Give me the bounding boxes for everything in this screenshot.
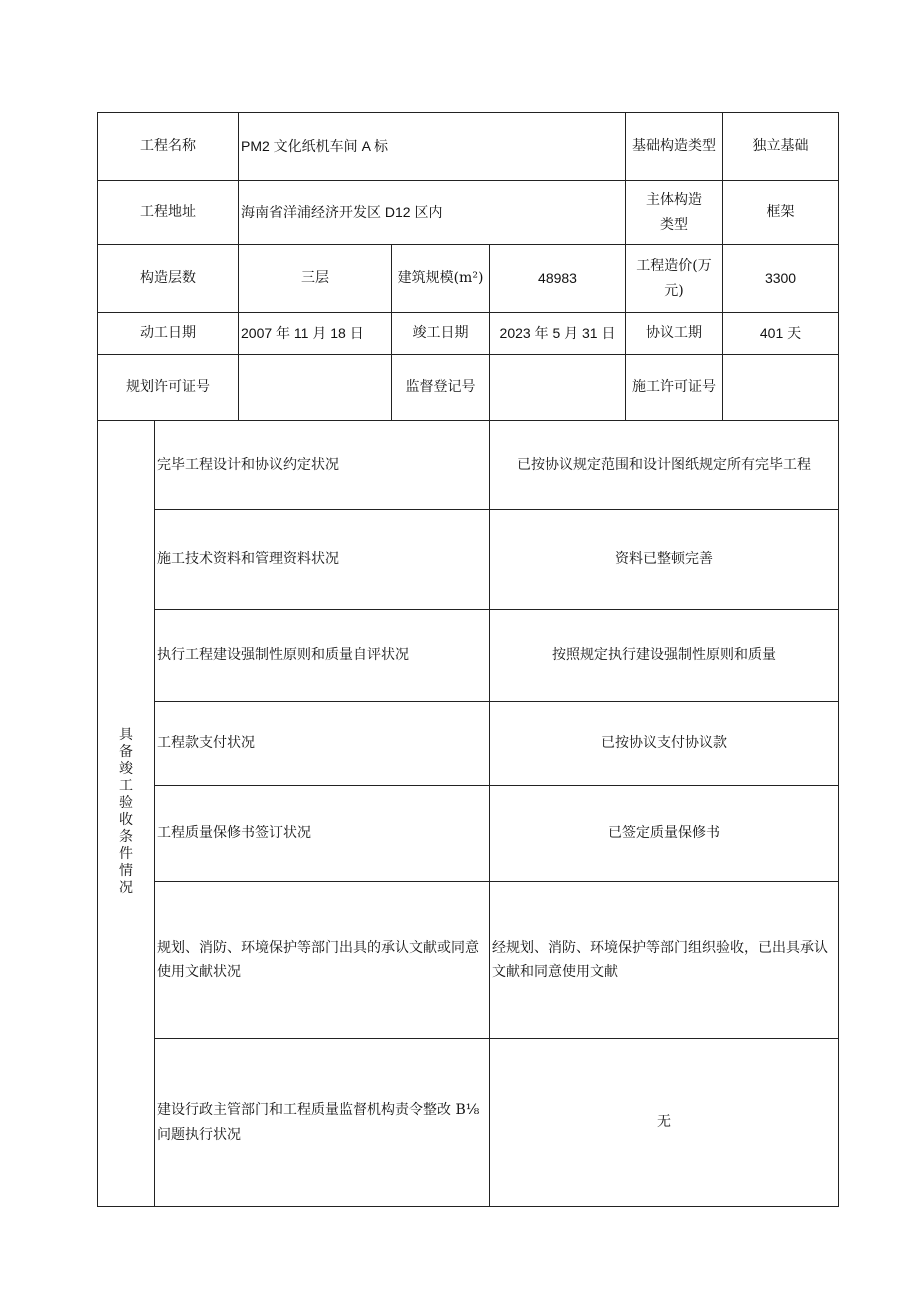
- start-date-value: 2007 年 11 月 18 日: [239, 313, 392, 355]
- acceptance-condition: 施工技术资料和管理资料状况: [155, 510, 490, 610]
- start-date-label: 动工日期: [98, 313, 239, 355]
- cost-label: 工程造价(万元): [626, 245, 723, 313]
- project-name-value: PM2 文化纸机车间 A 标: [239, 113, 626, 181]
- acceptance-row: [98, 510, 839, 610]
- floors-label: 构造层数: [98, 245, 239, 313]
- planning-permit-label: 规划许可证号: [98, 355, 239, 421]
- acceptance-result: 无: [490, 1039, 839, 1207]
- contract-period-value: 401 天: [723, 313, 839, 355]
- acceptance-row: [98, 882, 839, 1039]
- address-label: 工程地址: [98, 181, 239, 245]
- cost-value: 3300: [723, 245, 839, 313]
- main-structure-label: 主体构造类型: [626, 181, 723, 245]
- acceptance-condition: 工程质量保修书签订状况: [155, 786, 490, 882]
- acceptance-result: 资料已整顿完善: [490, 510, 839, 610]
- supervision-reg-value: [490, 355, 626, 421]
- contract-period-label: 协议工期: [626, 313, 723, 355]
- construction-permit-value: [723, 355, 839, 421]
- project-name-label: 工程名称: [98, 113, 239, 181]
- row-address: [98, 181, 839, 245]
- foundation-type-label: 基础构造类型: [626, 113, 723, 181]
- acceptance-result: 已按协议支付协议款: [490, 702, 839, 786]
- acceptance-condition: 执行工程建设强制性原则和质量自评状况: [155, 610, 490, 702]
- completion-acceptance-form: [97, 112, 839, 1207]
- acceptance-condition: 规划、消防、环境保护等部门出具的承认文献或同意使用文献状况: [155, 882, 490, 1039]
- construction-permit-label: 施工许可证号: [626, 355, 723, 421]
- row-floors: [98, 245, 839, 313]
- acceptance-row: [98, 610, 839, 702]
- acceptance-condition: 工程款支付状况: [155, 702, 490, 786]
- row-dates: [98, 313, 839, 355]
- acceptance-condition: 完毕工程设计和协议约定状况: [155, 421, 490, 510]
- completion-date-value: 2023 年 5 月 31 日: [490, 313, 626, 355]
- row-project-name: [98, 113, 839, 181]
- acceptance-result: 按照规定执行建设强制性原则和质量: [490, 610, 839, 702]
- foundation-type-value: 独立基础: [723, 113, 839, 181]
- scale-value: 48983: [490, 245, 626, 313]
- acceptance-row: [98, 1039, 839, 1207]
- acceptance-row: [98, 786, 839, 882]
- floors-value: 三层: [239, 245, 392, 313]
- acceptance-result: 经规划、消防、环境保护等部门组织验收，已出具承认文献和同意使用文献: [490, 882, 839, 1039]
- acceptance-condition: 建设行政主管部门和工程质量监督机构责令整改 B⅛问题执行状况: [155, 1039, 490, 1207]
- acceptance-result: 已签定质量保修书: [490, 786, 839, 882]
- completion-date-label: 竣工日期: [392, 313, 490, 355]
- row-permits: [98, 355, 839, 421]
- main-structure-value: 框架: [723, 181, 839, 245]
- acceptance-row: [98, 702, 839, 786]
- acceptance-result: 已按协议规定范围和设计图纸规定所有完毕工程: [490, 421, 839, 510]
- address-value: 海南省洋浦经济开发区 D12 区内: [239, 181, 626, 245]
- acceptance-row: [98, 421, 839, 510]
- acceptance-section-label: 具备竣工验收条件情况: [98, 421, 155, 1207]
- scale-label: 建筑规模(m²): [392, 245, 490, 313]
- supervision-reg-label: 监督登记号: [392, 355, 490, 421]
- planning-permit-value: [239, 355, 392, 421]
